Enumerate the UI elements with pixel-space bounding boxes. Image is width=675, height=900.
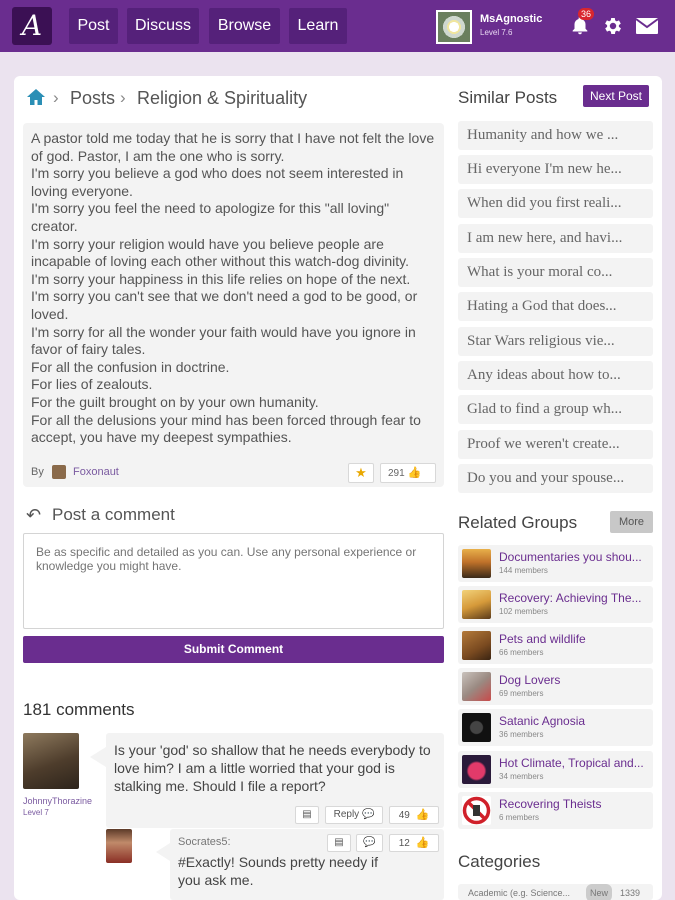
categories-heading: Categories — [458, 852, 541, 871]
group-name: Hot Climate, Tropical and... — [499, 756, 644, 770]
thumbs-up-icon: 👍 — [407, 467, 422, 479]
group-members: 144 members — [499, 566, 548, 575]
related-groups-heading: Related Groups — [458, 513, 578, 532]
group-item[interactable] — [458, 545, 653, 582]
reply-avatar[interactable] — [106, 829, 132, 863]
group-members: 6 members — [499, 813, 540, 822]
similar-posts-heading: Similar Posts — [458, 88, 558, 107]
more-groups-button[interactable]: More — [610, 511, 653, 533]
commenter-level: Level 7 — [23, 808, 49, 817]
group-item[interactable] — [458, 792, 653, 829]
nav-post-button[interactable]: Post — [69, 8, 118, 44]
speech-bubble-icon[interactable]: 💬 — [356, 834, 383, 852]
no-symbol-icon — [462, 796, 491, 825]
group-item[interactable] — [458, 668, 653, 705]
nav-discuss-button[interactable]: Discuss — [127, 8, 199, 44]
comment-vote-count: 49 — [398, 810, 410, 821]
post-vote-count: 291 — [388, 468, 405, 479]
similar-post-link[interactable]: Humanity and how we ... — [458, 121, 653, 150]
thumbs-up-icon: 👍 — [415, 809, 430, 821]
group-name: Pets and wildlife — [499, 632, 586, 646]
group-item[interactable] — [458, 709, 653, 746]
user-level: Level 7.6 — [480, 28, 513, 37]
comment-count: 181 comments — [23, 700, 135, 719]
user-avatar[interactable] — [436, 10, 472, 44]
mail-icon[interactable] — [631, 10, 663, 42]
reply-button[interactable] — [325, 806, 383, 824]
post-by-label: By — [31, 466, 44, 478]
notification-count-badge: 36 — [578, 8, 594, 20]
breadcrumb-category[interactable]: Religion & Spirituality — [137, 88, 308, 108]
speech-bubble-icon: 💬 — [361, 809, 375, 820]
group-thumbnail — [462, 631, 491, 660]
home-icon[interactable] — [26, 88, 46, 108]
gear-icon[interactable] — [597, 10, 629, 42]
similar-post-link[interactable]: Hi everyone I'm new he... — [458, 155, 653, 184]
user-name[interactable]: MsAgnostic — [480, 13, 543, 25]
nav-learn-button[interactable]: Learn — [289, 8, 347, 44]
post-comment-heading: Post a comment — [52, 505, 175, 524]
reply-vote-count: 12 — [398, 838, 410, 849]
reply-bubble-tail — [156, 843, 170, 861]
thumbs-up-icon: 👍 — [415, 837, 430, 849]
breadcrumb-posts[interactable]: Posts — [70, 88, 116, 108]
comment-text: Is your 'god' so shallow that he needs everybody to love him? I am a little worried that your god is stalking me. Should I file a report? — [114, 742, 431, 794]
post-like-button[interactable] — [380, 463, 436, 483]
similar-post-link[interactable]: Proof we weren't create... — [458, 430, 653, 459]
similar-post-link[interactable]: Hating a God that does... — [458, 292, 653, 321]
group-members: 69 members — [499, 689, 544, 698]
chevron-right-icon: › — [53, 88, 59, 107]
category-count: 1339 — [620, 888, 641, 898]
comment-like-button[interactable] — [389, 806, 439, 824]
similar-post-link[interactable]: When did you first reali... — [458, 189, 653, 218]
reply-like-button[interactable] — [389, 834, 439, 852]
similar-post-link[interactable]: Star Wars religious vie... — [458, 327, 653, 356]
group-thumbnail — [462, 755, 491, 784]
next-post-button[interactable]: Next Post — [583, 85, 649, 107]
group-name: Satanic Agnosia — [499, 714, 586, 728]
group-thumbnail — [462, 713, 491, 742]
group-name: Recovering Theists — [499, 797, 602, 811]
group-item[interactable] — [458, 627, 653, 664]
author-avatar[interactable] — [52, 465, 66, 479]
comment-bubble-tail — [90, 747, 106, 767]
reply-text: #Exactly! Sounds pretty needy if you ask me. — [178, 854, 378, 888]
group-members: 66 members — [499, 648, 544, 657]
group-item[interactable] — [458, 751, 653, 788]
new-badge: New — [586, 884, 612, 900]
site-logo[interactable]: A — [12, 7, 52, 45]
similar-post-link[interactable]: Do you and your spouse... — [458, 464, 653, 493]
similar-post-link[interactable]: What is your moral co... — [458, 258, 653, 287]
reply-author[interactable]: Socrates5: — [178, 836, 231, 848]
group-thumbnail — [462, 672, 491, 701]
reply-menu-icon[interactable]: ▤ — [327, 834, 351, 852]
group-item[interactable] — [458, 586, 653, 623]
group-name: Documentaries you shou... — [499, 550, 642, 564]
post-author-link[interactable]: Foxonaut — [73, 466, 119, 478]
group-thumbnail — [462, 590, 491, 619]
submit-comment-button[interactable]: Submit Comment — [23, 636, 444, 663]
group-members: 102 members — [499, 607, 548, 616]
comment-textarea[interactable] — [23, 533, 444, 629]
comment-menu-icon[interactable]: ▤ — [295, 806, 319, 824]
group-name: Dog Lovers — [499, 673, 561, 687]
post-body: A pastor told me today that he is sorry that I have not felt the love of god. Pastor, I am the one who is sorry. I'm sorry you believe a god who does not seem interested in loving everyone. I'm sorry you feel the need to apologize for this "all loving" creator. I'm sorry your religion would have you believe people are incapable of loving each other without this watch-dog divinity. I'm sorry your happiness in this life relies on hope of the next. I'm sorry you can't see that we don't need a god to be good, or loved. I'm sorry for all the wonder your faith would have you ignore in favor of fairy tales. For all the confusion in doctrine. For lies of zealouts. For the guilt brought on by your own humanity. For all the delusions your mind has been forced through fear to accept, you have my deepest sympathies. — [31, 130, 435, 446]
reply-label: Reply — [333, 809, 360, 820]
group-name: Recovery: Achieving The... — [499, 591, 642, 605]
group-members: 36 members — [499, 730, 544, 739]
group-thumbnail — [462, 549, 491, 578]
group-members: 34 members — [499, 772, 544, 781]
commenter-avatar[interactable] — [23, 733, 79, 789]
similar-post-link[interactable]: Any ideas about how to... — [458, 361, 653, 390]
category-item[interactable] — [458, 884, 653, 900]
commenter-name[interactable]: JohnnyThorazine — [23, 796, 93, 806]
similar-post-link[interactable]: I am new here, and havi... — [458, 224, 653, 253]
similar-post-link[interactable]: Glad to find a group wh... — [458, 395, 653, 424]
chevron-right-icon: › — [120, 88, 126, 107]
nav-browse-button[interactable]: Browse — [209, 8, 280, 44]
reply-arrow-icon: ↶ — [26, 505, 42, 525]
star-icon[interactable]: ★ — [348, 463, 374, 483]
category-name: Academic (e.g. Science... — [468, 888, 571, 898]
